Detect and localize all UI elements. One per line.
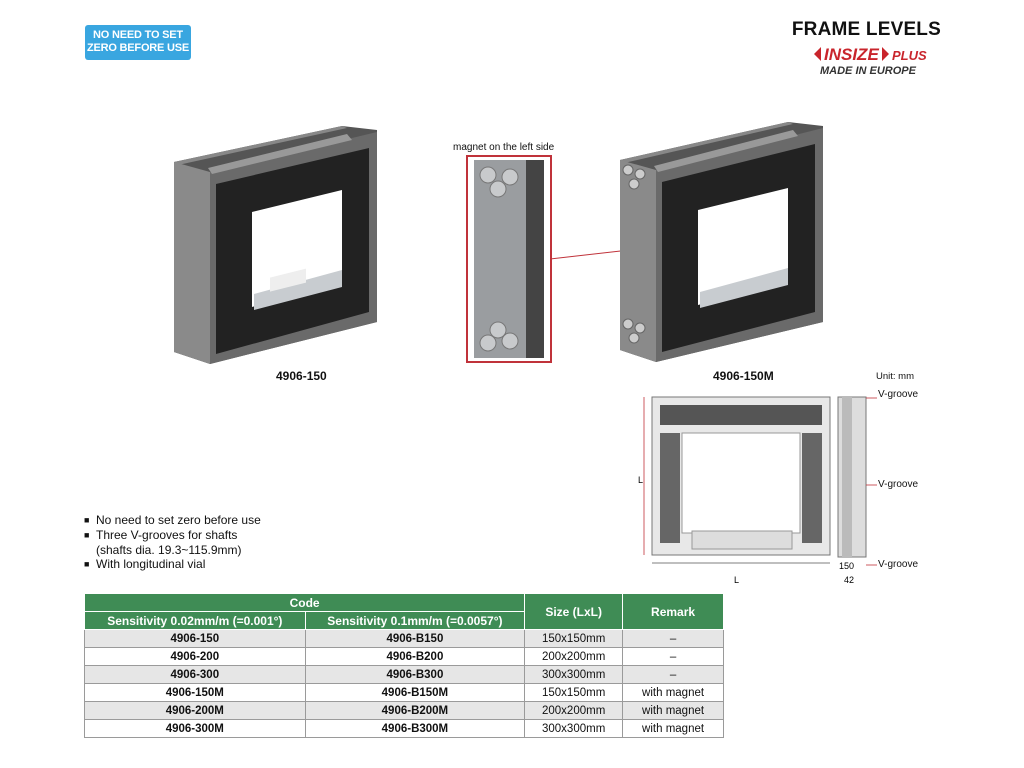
badge-line-2: ZERO BEFORE USE — [86, 42, 190, 54]
table-row: 4906-150 4906-B150 150x150mm – — [85, 630, 724, 648]
header-code: Code — [85, 594, 525, 612]
dim-l-bottom: L — [734, 575, 740, 585]
model-label-left: 4906-150 — [276, 369, 327, 383]
v-groove-top-label: V-groove — [878, 389, 919, 400]
header-remark: Remark — [623, 594, 724, 630]
feature-subtext: (shafts dia. 19.3~115.9mm) — [96, 542, 242, 557]
unit-label: Unit: mm — [876, 371, 914, 382]
header-sensitivity-2: Sensitivity 0.1mm/m (=0.0057°) — [305, 612, 525, 630]
brand-logo — [812, 44, 944, 64]
v-groove-bottom-label: V-groove — [878, 559, 919, 570]
table-row: 4906-300M 4906-B300M 300x300mm with magnet — [85, 720, 724, 738]
feature-list — [84, 513, 261, 572]
feature-item: ■ With longitudinal vial — [84, 557, 206, 572]
badge-line-1: NO NEED TO SET — [93, 29, 183, 41]
page-title: FRAME LEVELS — [791, 19, 941, 40]
feature-item: ■ Three V-grooves for shafts — [84, 527, 238, 542]
table-row: 4906-200M 4906-B200M 200x200mm with magnet — [85, 702, 724, 720]
dim-42: 42 — [844, 575, 855, 585]
spec-table — [84, 593, 724, 738]
brand-suffix: PLUS — [892, 48, 927, 63]
magnet-caption: magnet on the left side — [453, 142, 555, 153]
made-in-label: MADE IN EUROPE — [820, 65, 916, 77]
table-row: 4906-300 4906-B300 300x300mm – — [85, 666, 724, 684]
brand-name: INSIZE — [824, 45, 879, 64]
frame-level-photo — [172, 112, 380, 368]
feature-item: ■ No need to set zero before use — [84, 513, 261, 527]
header-size: Size (LxL) — [525, 594, 623, 630]
table-row: 4906-150M 4906-B150M 150x150mm with magnet — [85, 684, 724, 702]
model-label-right: 4906-150M — [713, 369, 774, 383]
magnetic-frame-level-photo — [618, 112, 826, 368]
magnet-closeup — [466, 155, 552, 363]
table-row: 4906-200 4906-B200 200x200mm – — [85, 648, 724, 666]
header-sensitivity-1: Sensitivity 0.02mm/m (=0.001°) — [85, 612, 306, 630]
dim-l-side: L — [638, 475, 644, 485]
zero-badge — [85, 25, 191, 60]
dim-150: 150 — [839, 561, 855, 571]
v-groove-mid-label: V-groove — [878, 479, 919, 490]
